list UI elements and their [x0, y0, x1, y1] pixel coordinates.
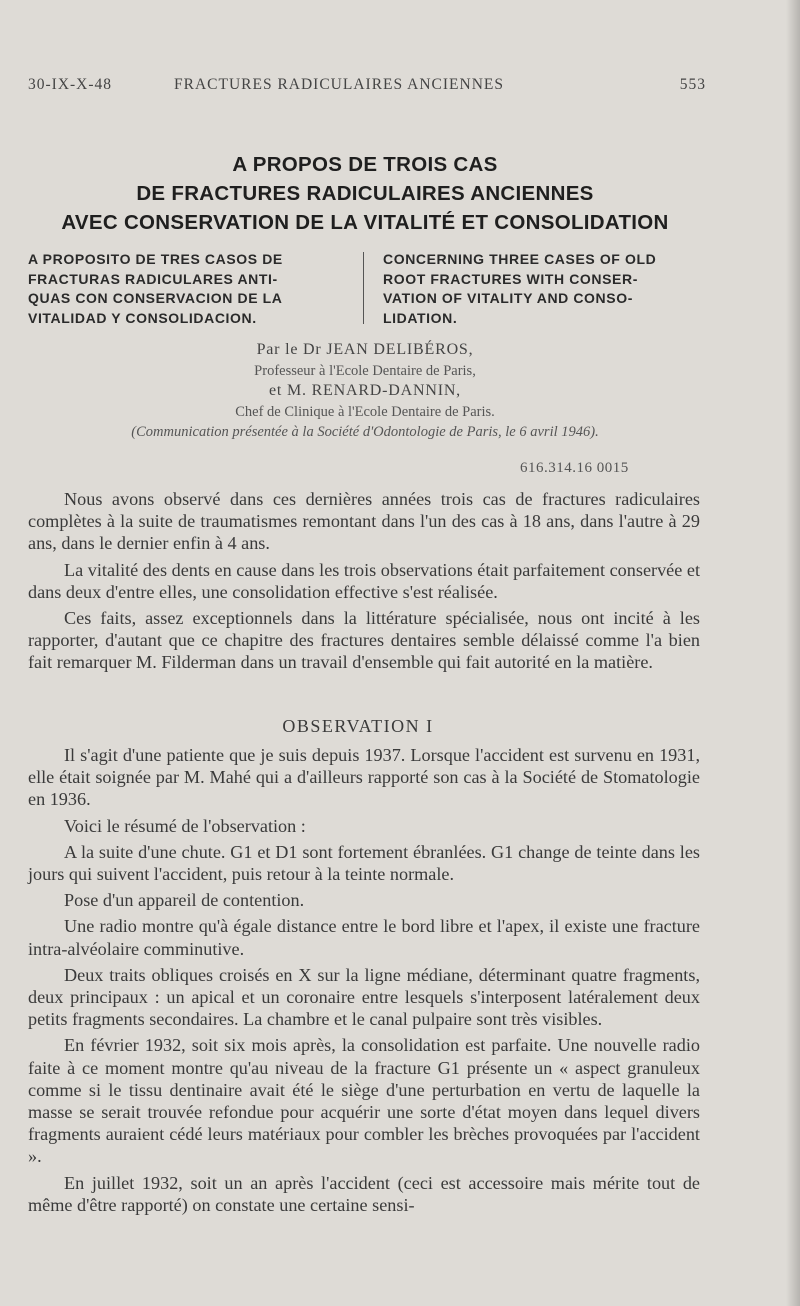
english-title-line: LIDATION.: [383, 309, 458, 326]
paragraph: A la suite d'une chute. G1 et D1 sont fortement ébranlées. G1 change de teinte dans les jours qui suivent l'accident, puis retour à la teinte normale.: [28, 841, 700, 885]
classification-code: 616.314.16 0015: [520, 460, 629, 476]
spanish-title-line: VITALIDAD Y CONSOLIDACION.: [28, 309, 257, 326]
paragraph: Voici le résumé de l'observation :: [64, 815, 306, 836]
paragraph: Deux traits obliques croisés en X sur la ligne médiane, déterminant quatre fragments, deux principaux : un apical et un coronaire entre lesquels s'interposent latéralement deux petits fragments secondaires. La chambre et le canal pulpaire sont très visibles.: [28, 964, 700, 1030]
title-line-3: AVEC CONSERVATION DE LA VITALITÉ ET CONSOLIDATION: [61, 211, 669, 234]
paragraph: Nous avons observé dans ces dernières années trois cas de fractures radiculaires complètes à la suite de traumatismes remontant dans l'un des cas à 18 ans, dans l'autre à 29 ans, dans le dernier enfin à 4 ans.: [28, 489, 700, 554]
paragraph: Il s'agit d'une patiente que je suis depuis 1937. Lorsque l'accident est survenu en 1931, elle était soignée par M. Mahé qui a d'ailleurs rapporté son cas à la Société de Stomatologie en 1936.: [28, 745, 700, 810]
article-title: [0, 150, 730, 237]
section-heading: OBSERVATION I: [282, 716, 434, 736]
author-1: Par le Dr JEAN DELIBÉROS,: [256, 341, 474, 358]
spanish-title-line: QUAS CON CONSERVACION DE LA: [28, 290, 283, 306]
author-2-affiliation: Chef de Clinique à l'Ecole Dentaire de Paris.: [235, 403, 495, 420]
paragraph: Ces faits, assez exceptionnels dans la littérature spécialisée, nous ont incité à les rapporter, d'autant que ce chapitre des fractures dentaires semble délaissé comme l'a bien fait remarquer M. Filderman dans un travail d'ensemble qui fait autorité en la matière.: [28, 608, 700, 673]
running-head-title: FRACTURES RADICULAIRES ANCIENNES: [174, 76, 504, 93]
author-block: [0, 340, 730, 443]
english-title: [383, 250, 713, 328]
english-title-line: VATION OF VITALITY AND CONSO-: [383, 290, 633, 306]
english-title-line: CONCERNING THREE CASES OF OLD: [383, 251, 657, 267]
title-divider: [363, 252, 364, 324]
author-1-affiliation: Professeur à l'Ecole Dentaire de Paris,: [254, 362, 476, 379]
page-number: 553: [679, 76, 706, 93]
english-title-line: ROOT FRACTURES WITH CONSER-: [383, 270, 638, 287]
spanish-title: [28, 250, 358, 328]
paragraph: Pose d'un appareil de contention.: [64, 890, 305, 911]
title-line-1: A PROPOS DE TROIS CAS: [232, 153, 498, 176]
observation-body: [28, 744, 700, 1220]
spanish-title-line: A PROPOSITO DE TRES CASOS DE: [28, 251, 283, 267]
paragraph: En juillet 1932, soit un an après l'accident (ceci est accessoire mais mérite tout de même d'être rapporté) on constate une certaine sensi-: [28, 1172, 700, 1215]
paragraph: Une radio montre qu'à égale distance entre le bord libre et l'apex, il existe une fracture intra-alvéolaire comminutive.: [28, 916, 700, 959]
spanish-title-line: FRACTURAS RADICULARES ANTI-: [28, 270, 278, 287]
communication-note: (Communication présentée à la Société d'Odontologie de Paris, le 6 avril 1946).: [131, 424, 599, 440]
paragraph: En février 1932, soit six mois après, la consolidation est parfaite. Une nouvelle radio faite à ce moment montre qu'au niveau de la fracture G1 présente un « aspect granuleux comme si le tissu dentinaire avait été le siège d'une perturbation en vertu de laquelle la masse se serait trouvée refondue pour acquérir une sorte d'état moyen dans lequel divers fragments auraient cédé leurs matériaux pour combler les brèches provoquées par l'accident ».: [28, 1035, 700, 1167]
author-2: et M. RENARD-DANNIN,: [269, 382, 461, 399]
running-head: [28, 76, 706, 98]
introduction: [28, 488, 700, 678]
paragraph: La vitalité des dents en cause dans les trois observations était parfaitement conservée et dans deux d'entre elles, une consolidation effective s'est réalisée.: [28, 559, 700, 602]
title-line-2: DE FRACTURES RADICULAIRES ANCIENNES: [136, 182, 594, 205]
running-head-date: 30-IX-X-48: [28, 76, 113, 93]
